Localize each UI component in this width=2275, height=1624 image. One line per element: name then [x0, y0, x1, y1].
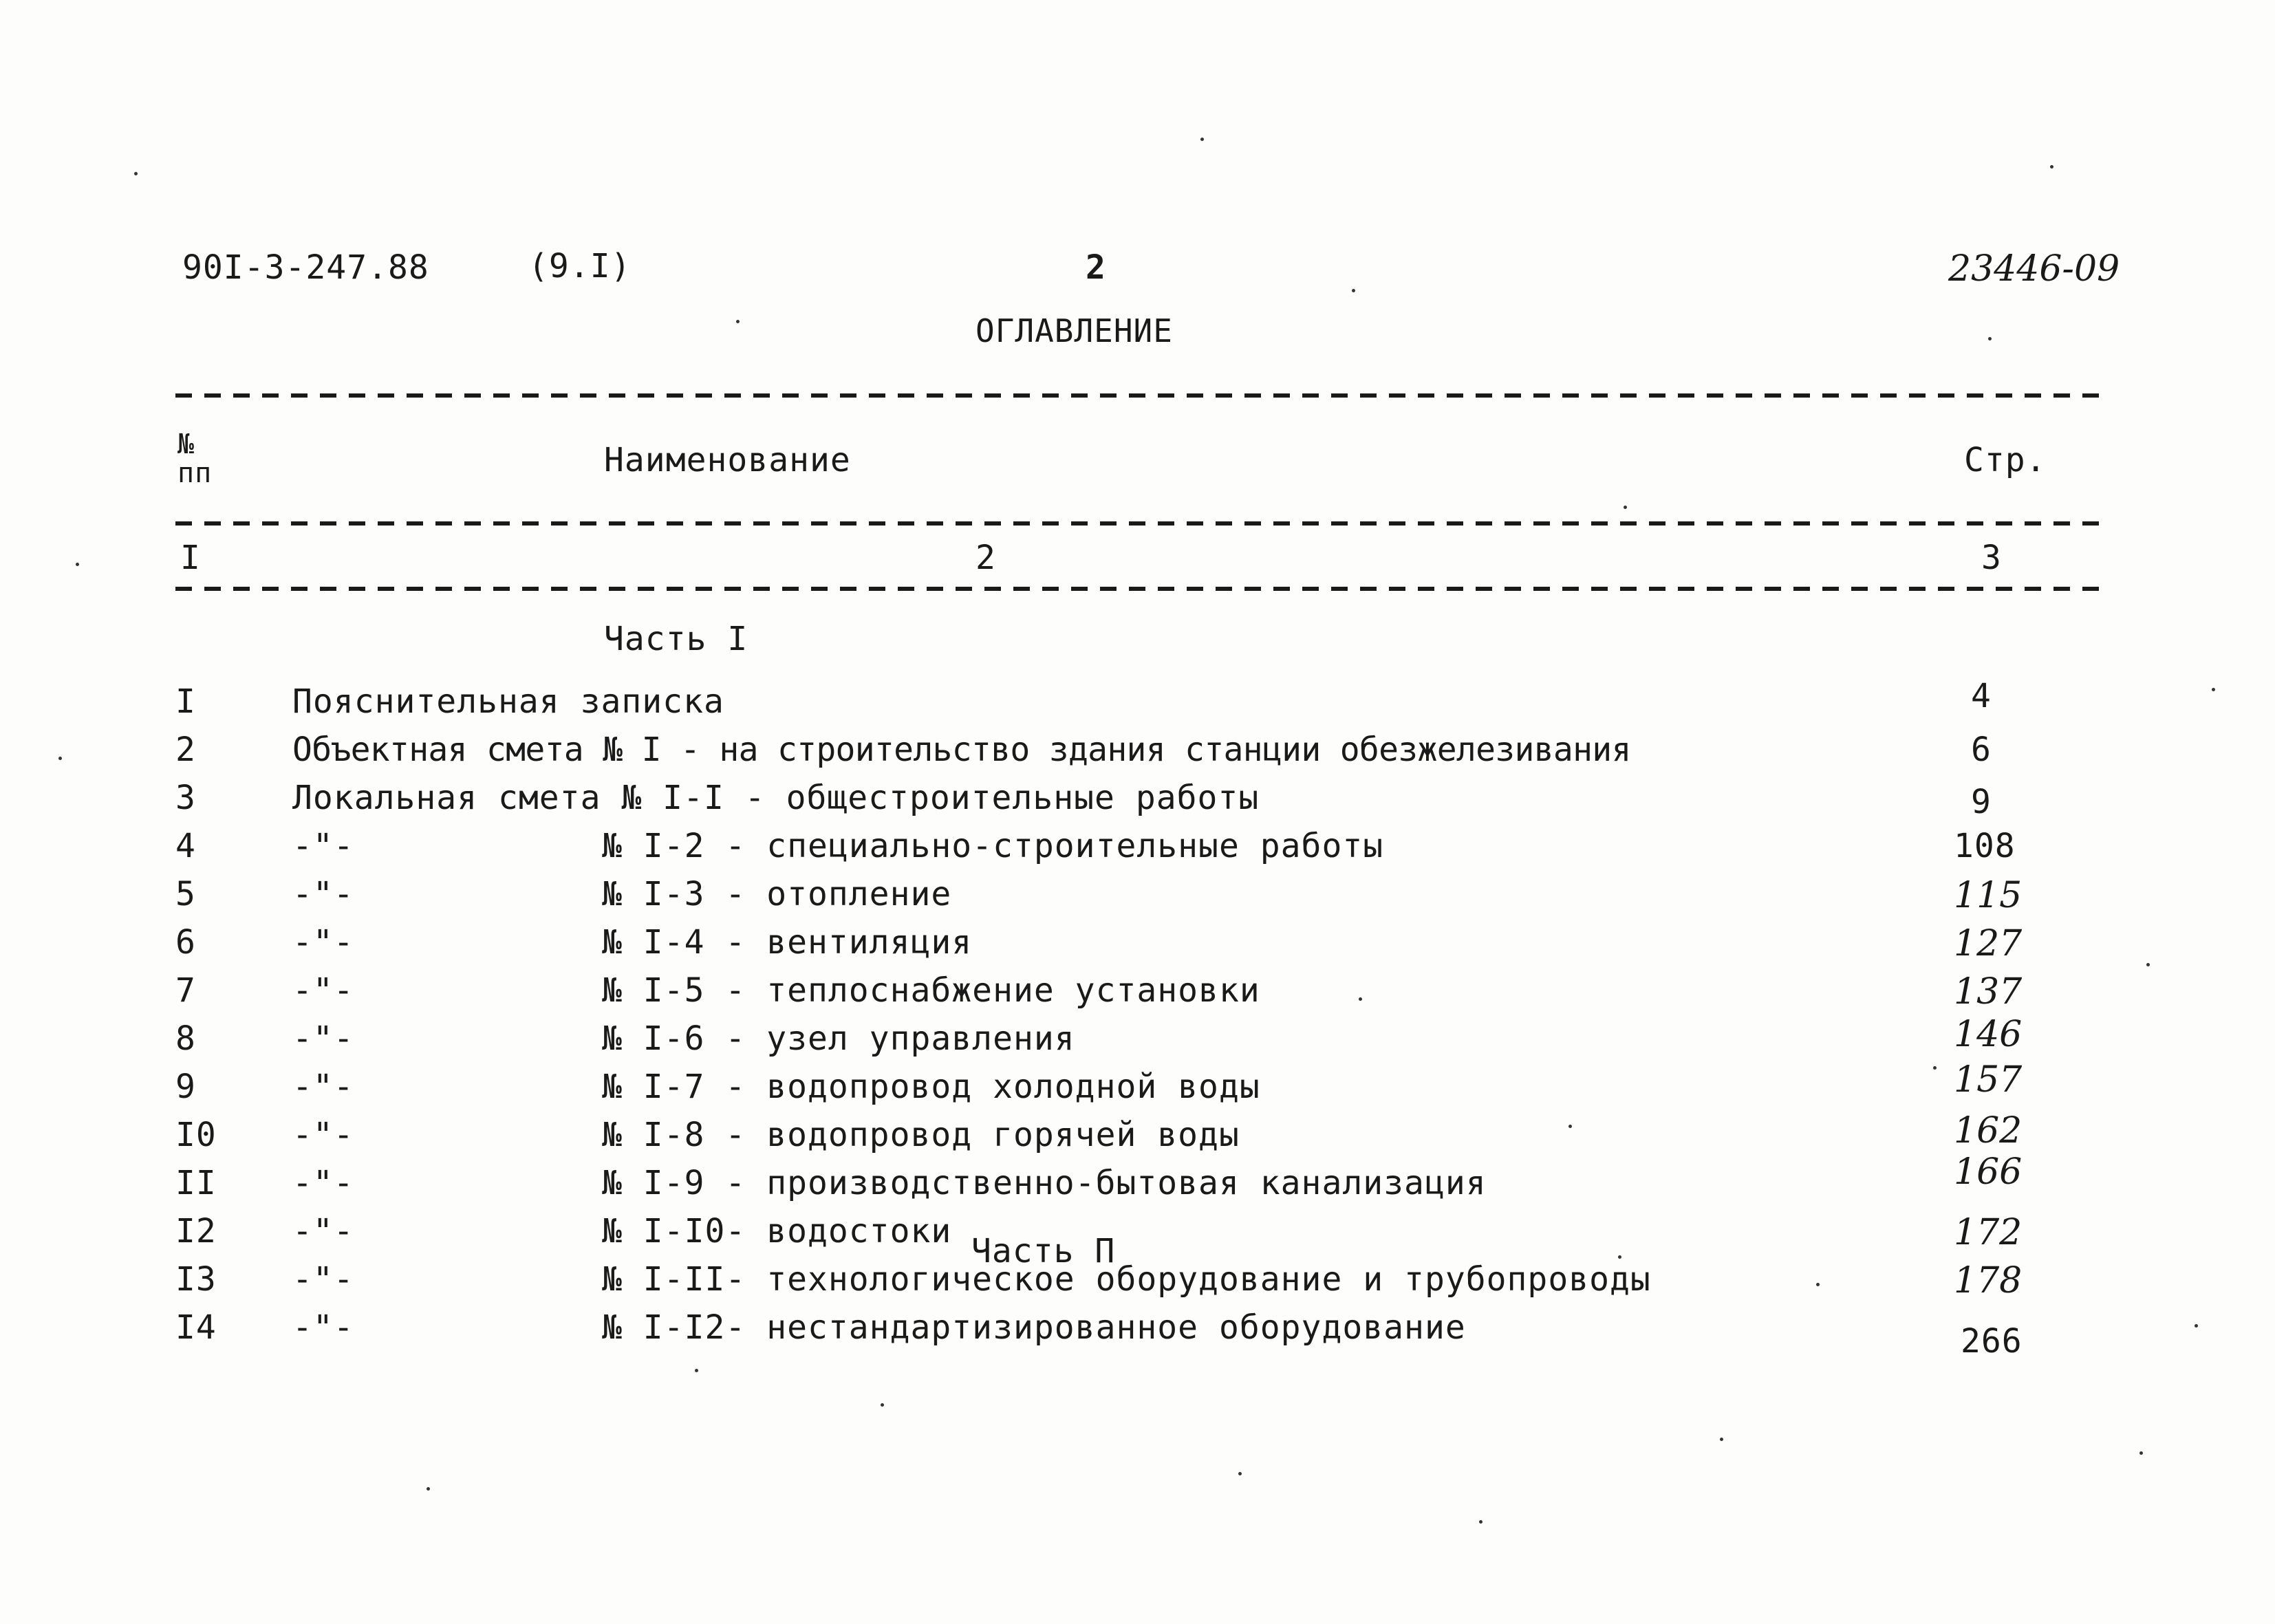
- row-title: Пояснительная записка: [292, 682, 724, 721]
- toc-row: [0, 1151, 2275, 1208]
- row-number: II: [175, 1164, 217, 1202]
- row-title: № I-5 - теплоснабжение установки: [602, 971, 1260, 1010]
- row-number: 9: [175, 1068, 196, 1106]
- row-number: I3: [175, 1260, 217, 1299]
- row-ditto-mark: -"-: [292, 1212, 354, 1251]
- toc-row: [0, 730, 2275, 775]
- row-page: 146: [1954, 1014, 2023, 1055]
- toc-row: [0, 923, 2275, 967]
- row-number: I: [175, 682, 196, 721]
- column-index-number: I: [180, 539, 201, 577]
- row-ditto-mark: -"-: [292, 923, 354, 962]
- row-number: 6: [175, 923, 196, 962]
- row-title: Объектная смета № I - на строительство здания станции обезжелезивания: [292, 730, 1631, 769]
- row-page: 162: [1954, 1110, 2023, 1151]
- page-title: ОГЛАВЛЕНИЕ: [975, 312, 1173, 349]
- row-ditto-mark: -"-: [292, 1164, 354, 1202]
- row-ditto-mark: -"-: [292, 971, 354, 1010]
- part-two-heading: Часть П: [971, 1232, 1116, 1270]
- row-number: 7: [175, 971, 196, 1010]
- row-ditto-mark: -"-: [292, 875, 354, 913]
- row-title: № I-I2- нестандартизированное оборудование: [602, 1308, 1466, 1347]
- row-page: 127: [1954, 923, 2023, 964]
- table-index-rule: [175, 587, 2105, 591]
- row-ditto-mark: -"-: [292, 1019, 354, 1058]
- row-ditto-mark: -"-: [292, 1260, 354, 1299]
- row-title: № I-7 - водопровод холодной воды: [602, 1068, 1260, 1106]
- row-page: 157: [1954, 1059, 2023, 1101]
- column-header-number: № пп: [177, 429, 213, 489]
- row-ditto-mark: -"-: [292, 1068, 354, 1106]
- row-number: I0: [175, 1116, 217, 1154]
- row-title: № I-I0- водостоки: [602, 1212, 952, 1251]
- row-title: Локальная смета № I-I - общестроительные работы: [292, 779, 1260, 817]
- row-page: 4: [1971, 677, 1992, 715]
- column-index-page: 3: [1981, 539, 2002, 577]
- row-title: № I-6 - узел управления: [602, 1019, 1075, 1058]
- section-code: (9.I): [528, 247, 632, 285]
- table-header-rule: [175, 521, 2105, 526]
- toc-row: [0, 1014, 2275, 1063]
- row-page: 166: [1954, 1151, 2023, 1193]
- row-page: 178: [1954, 1260, 2023, 1301]
- toc-row: [0, 1110, 2275, 1160]
- row-ditto-mark: -"-: [292, 1308, 354, 1347]
- row-page: 172: [1954, 1212, 2023, 1253]
- toc-row: [0, 875, 2275, 919]
- row-page: 137: [1954, 971, 2023, 1013]
- toc-row: [0, 677, 2275, 726]
- row-number: 8: [175, 1019, 196, 1058]
- row-number: I4: [175, 1308, 217, 1347]
- inventory-number: 23446-09: [1948, 248, 2120, 290]
- row-page: 115: [1954, 875, 2023, 916]
- part-one-heading: Часть I: [604, 620, 748, 658]
- row-title: № I-9 - производственно-бытовая канализация: [602, 1164, 1487, 1202]
- toc-row: [0, 1260, 2275, 1304]
- toc-row: [0, 1308, 2275, 1361]
- row-number: 3: [175, 779, 196, 817]
- toc-row: [0, 827, 2275, 871]
- row-ditto-mark: -"-: [292, 827, 354, 865]
- row-page: 6: [1971, 730, 1992, 769]
- row-title: № I-II- технологическое оборудование и трубопроводы: [602, 1260, 1651, 1299]
- row-page: 266: [1961, 1322, 2023, 1361]
- table-top-rule: [175, 393, 2105, 398]
- toc-row: [0, 781, 2275, 823]
- row-page: 108: [1954, 827, 2016, 865]
- row-number: 5: [175, 875, 196, 913]
- toc-row: [0, 971, 2275, 1015]
- column-index-name: 2: [975, 539, 996, 577]
- row-title: № I-4 - вентиляция: [602, 923, 973, 962]
- row-title: № I-8 - водопровод горячей воды: [602, 1116, 1240, 1154]
- row-title: № I-2 - специально-строительные работы: [602, 827, 1384, 865]
- row-number: 4: [175, 827, 196, 865]
- column-header-name: Наименование: [604, 441, 851, 479]
- toc-row: [0, 1212, 2275, 1256]
- page-number: 2: [1086, 248, 1106, 287]
- row-number: 2: [175, 730, 196, 769]
- row-number: I2: [175, 1212, 217, 1251]
- row-page: 9: [1971, 783, 1992, 821]
- toc-row: [0, 1059, 2275, 1112]
- row-title: № I-3 - отопление: [602, 875, 952, 913]
- row-ditto-mark: -"-: [292, 1116, 354, 1154]
- doc-code: 90I-3-247.88: [182, 248, 429, 287]
- column-header-page: Стр.: [1964, 441, 2047, 479]
